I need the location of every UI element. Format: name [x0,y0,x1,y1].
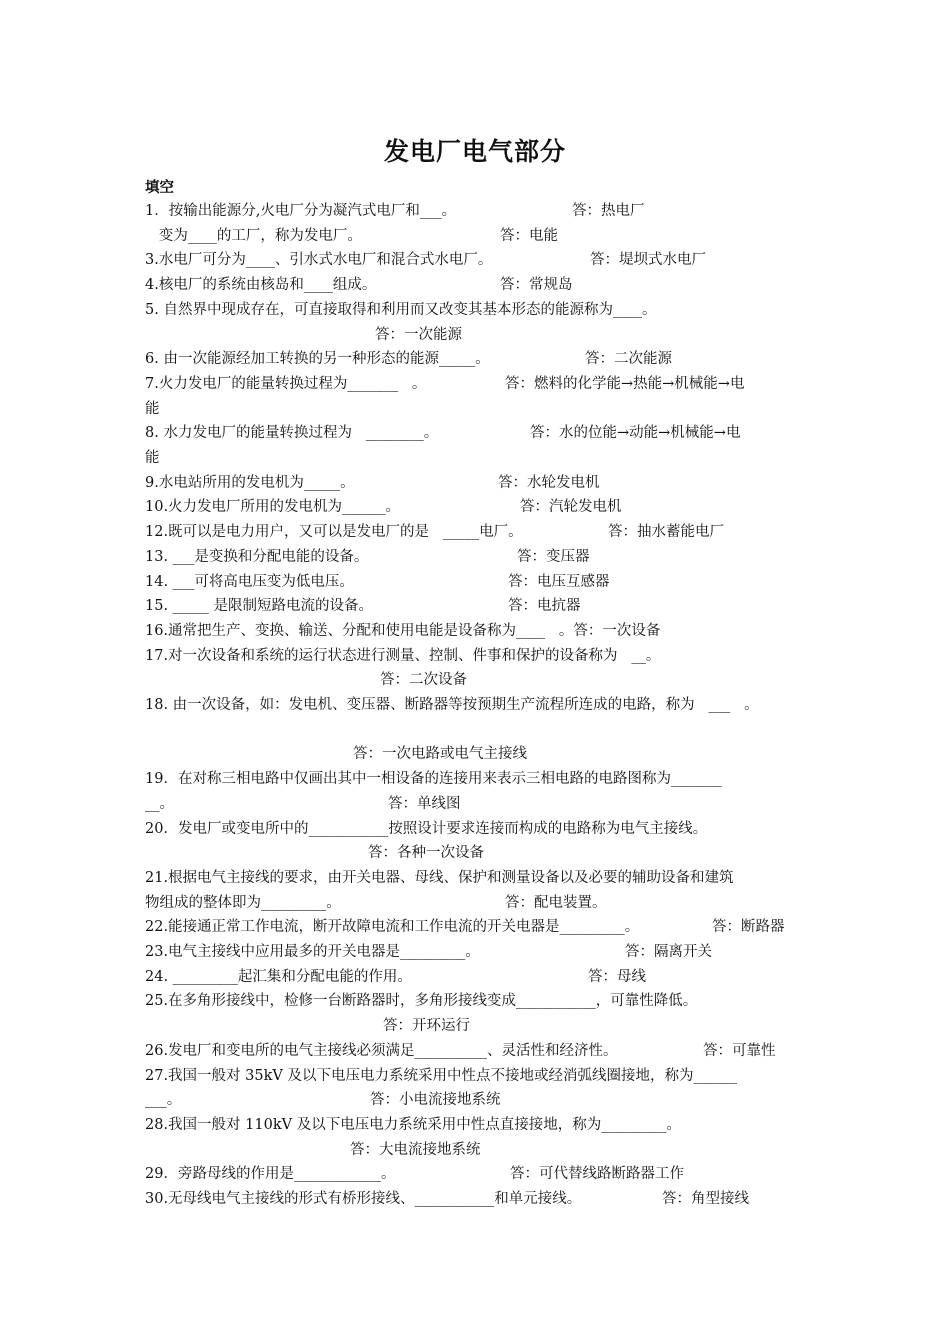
answer-text: 答：水的位能→动能→机械能→电 [530,425,741,441]
answer-text: 答：开环运行 [383,1018,470,1034]
question-text: 5. 自然界中现成存在，可直接取得和利用而又改变其基本形态的能源称为____。 [145,302,657,318]
question-text: 28.我国一般对 110kV 及以下电压电力系统采用中性点直接接地，称为_________。 [145,1117,681,1133]
question-text: 6. 由一次能源经加工转换的另一种形态的能源_____。 [145,351,490,367]
question-text: 8. 水力发电厂的能量转换过程为 ________。 [145,425,439,441]
question-text: 3.水电厂可分为____、引水式水电厂和混合式水电厂。 [145,252,493,268]
answer-text: 答：汽轮发电机 [520,499,622,515]
answer-text: 答：配电装置。 [505,895,607,911]
answer-text: 答：变压器 [517,549,590,565]
question-text: 4.核电厂的系统由核岛和____组成。 [145,277,377,293]
answer-text: 答：母线 [588,969,646,985]
answer-text: 答：燃料的化学能→热能→机械能→电 [505,376,745,392]
question-text: __。 [145,796,174,812]
answer-text: 答：断路器 [712,919,785,935]
question-text: 20．发电厂或变电所中的___________按照设计要求连接而构成的电路称为电气主接线。 [145,821,708,837]
answer-text: 答：单线图 [388,796,461,812]
question-text: 23.电气主接线中应用最多的开关电器是_________。 [145,944,480,960]
question-text: 30.无母线电气主接线的形式有桥形接线、___________和单元接线。 [145,1191,582,1207]
answer-text: 答：角型接线 [662,1191,749,1207]
answer-text: 答：常规岛 [500,277,573,293]
question-text: 12.既可以是电力用户，又可以是发电厂的是 _____电厂。 [145,524,523,540]
answer-text: 答：电压互感器 [508,574,610,590]
section-heading: 填空 [145,180,174,196]
question-text: 24. _________起汇集和分配电能的作用。 [145,969,412,985]
answer-text: 答：电能 [500,228,558,244]
answer-text: 答：二次设备 [380,672,467,688]
question-text: 19．在对称三相电路中仅画出其中一相设备的连接用来表示三相电路的电路图称为_______ [145,771,722,787]
answer-text: 答：抽水蓄能电厂 [608,524,724,540]
question-text: 物组成的整体即为_________。 [145,895,341,911]
question-text: 能 [145,450,160,466]
question-text: 21.根据电气主接线的要求，由开关电器、母线、保护和测量设备以及必要的辅助设备和建筑 [145,870,734,886]
question-text: 16.通常把生产、变换、输送、分配和使用电能是设备称为____ 。答：一次设备 [145,623,661,639]
answer-text: 答：热电厂 [572,203,645,219]
question-text: 18. 由一次设备，如：发电机、变压器、断路器等按预期生产流程所连成的电路，称为 ___ 。 [145,697,759,713]
question-text: ___。 [145,1092,182,1108]
answer-text: 答：各种一次设备 [368,845,484,861]
question-text: 29．旁路母线的作用是____________。 [145,1166,396,1182]
question-text: 22.能接通正常工作电流，断开故障电流和工作电流的开关电器是_________。 [145,919,640,935]
answer-text: 答：一次电路或电气主接线 [353,746,527,762]
question-text: 9.水电站所用的发电机为_____。 [145,475,355,491]
question-text: 能 [145,401,160,417]
answer-text: 答：堤坝式水电厂 [590,252,706,268]
question-text: 17.对一次设备和系统的运行状态进行测量、控制、件事和保护的设备称为 __。 [145,648,661,664]
answer-text: 答：二次能源 [585,351,672,367]
answer-text: 答：一次能源 [375,327,462,343]
question-text: 26.发电厂和变电所的电气主接线必须满足__________、灵活性和经济性。 [145,1043,618,1059]
answer-text: 答：可靠性 [703,1043,776,1059]
question-text: 25.在多角形接线中，检修一台断路器时，多角形接线变成___________，可靠性降低。 [145,993,698,1009]
question-text: 15. _____ 是限制短路电流的设备。 [145,598,374,614]
question-text: 27.我国一般对 35kV 及以下电压电力系统采用中性点不接地或经消弧线圈接地，称为______ [145,1068,737,1084]
question-text: 13. ___是变换和分配电能的设备。 [145,549,369,565]
question-text: 14. ___可将高电压变为低电压。 [145,574,354,590]
question-text: 1．按输出能源分,火电厂分为凝汽式电厂和___。 [145,203,457,219]
answer-text: 答：电抗器 [508,598,581,614]
answer-text: 答：隔离开关 [625,944,712,960]
answer-text: 答：大电流接地系统 [350,1142,481,1158]
question-text: 10.火力发电厂所用的发电机为______。 [145,499,401,515]
answer-text: 答：水轮发电机 [498,475,600,491]
answer-text: 答：小电流接地系统 [370,1092,501,1108]
question-text: 变为____的工厂，称为发电厂。 [145,228,362,244]
answer-text: 答：可代替线路断路器工作 [510,1166,684,1182]
question-text: 7.火力发电厂的能量转换过程为_______ 。 [145,376,427,392]
document-title: 发电厂电气部分 [383,137,566,166]
